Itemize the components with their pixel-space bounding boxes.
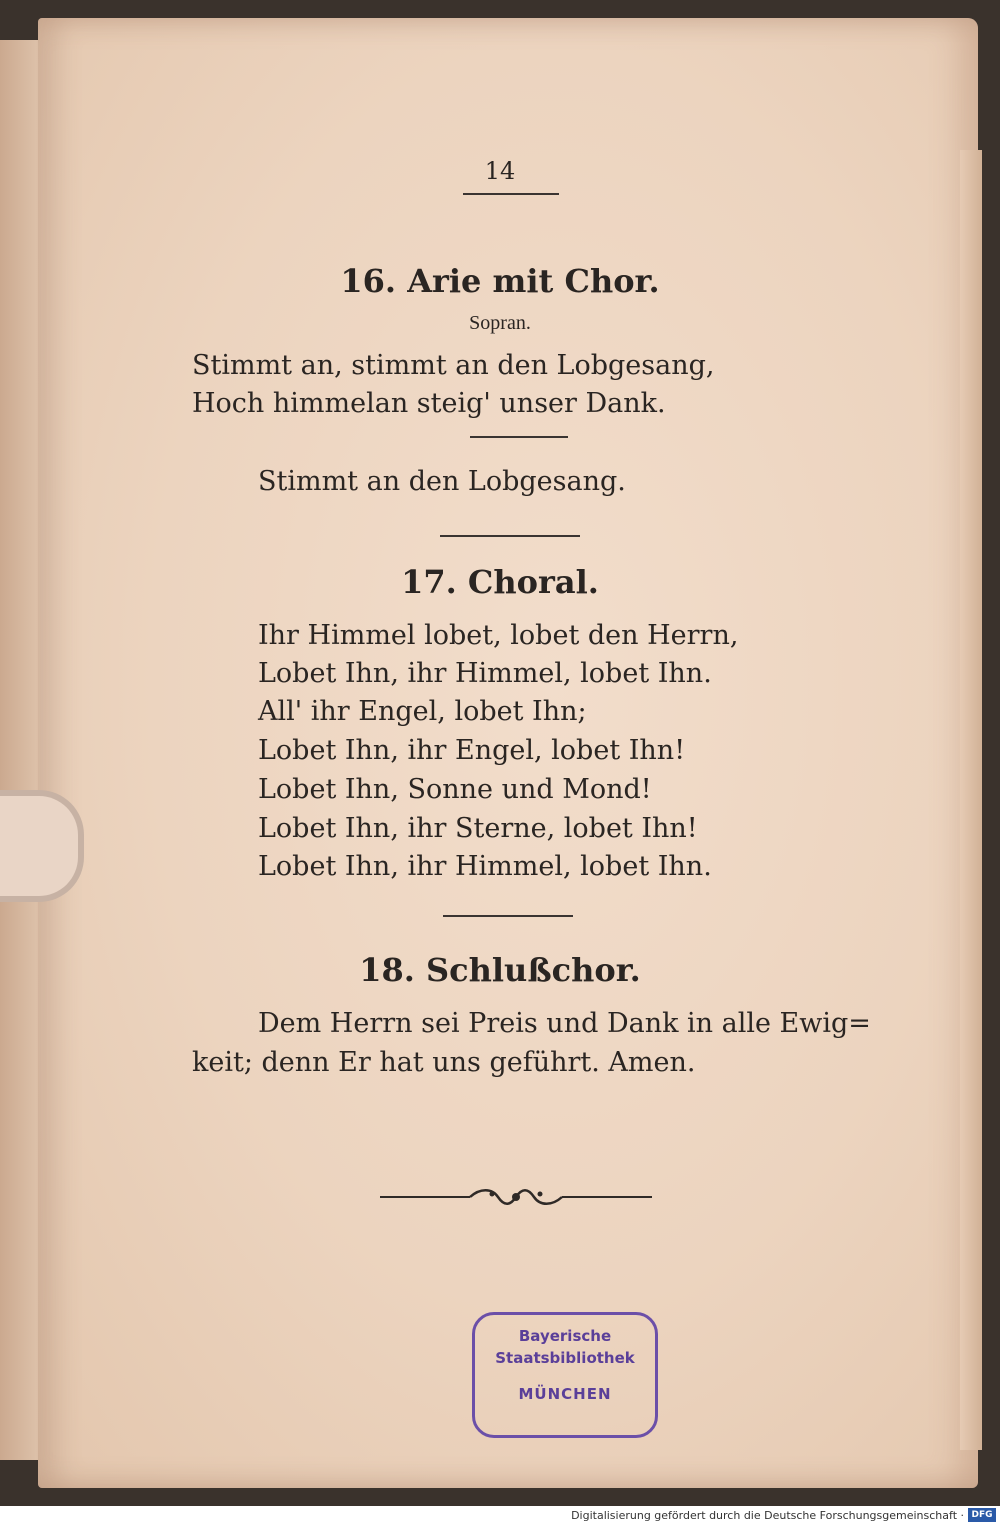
- heading-16: 16. Arie mit Chor.: [340, 262, 660, 300]
- stamp-line-3: MÜNCHEN: [518, 1385, 612, 1403]
- library-stamp: [472, 1312, 658, 1438]
- verse-17-line-2: Lobet Ihn, ihr Himmel, lobet Ihn.: [258, 658, 712, 689]
- voice-label: Sopran.: [469, 312, 531, 334]
- verse-16-line-1: Stimmt an, stimmt an den Lobgesang,: [192, 350, 715, 381]
- bookmark-tab: [0, 790, 84, 902]
- dfg-logo: DFG: [968, 1508, 996, 1522]
- section-divider: [470, 436, 568, 438]
- stamp-line-2: Staatsbibliothek: [495, 1349, 635, 1367]
- stamp-line-1: Bayerische: [518, 1327, 612, 1345]
- heading-17: 17. Choral.: [401, 563, 599, 601]
- verse-18-line-1: Dem Herrn sei Preis und Dank in alle Ewig=: [258, 1008, 871, 1039]
- page-right-edge: [960, 150, 982, 1450]
- verse-17-line-4: Lobet Ihn, ihr Engel, lobet Ihn!: [258, 735, 686, 766]
- section-divider: [443, 915, 573, 917]
- verse-16-refrain: Stimmt an den Lobgesang.: [258, 466, 626, 497]
- footer-credit: Digitalisierung gefördert durch die Deutsche Forschungsgemeinschaft ·: [571, 1509, 964, 1522]
- verse-17-line-7: Lobet Ihn, ihr Himmel, lobet Ihn.: [258, 851, 712, 882]
- verse-17-line-6: Lobet Ihn, ihr Sterne, lobet Ihn!: [258, 813, 698, 844]
- verse-18-line-2: keit; denn Er hat uns geführt. Amen.: [192, 1047, 696, 1078]
- page-number: 14: [484, 157, 516, 185]
- heading-18: 18. Schlußchor.: [359, 951, 641, 989]
- verse-17-line-1: Ihr Himmel lobet, lobet den Herrn,: [258, 620, 739, 651]
- verse-16-line-2: Hoch himmelan steig' unser Dank.: [192, 388, 666, 419]
- verse-17-line-3: All' ihr Engel, lobet Ihn;: [258, 696, 587, 727]
- page-number-rule: [463, 193, 559, 195]
- ornament-divider: [380, 1184, 652, 1210]
- verse-17-line-5: Lobet Ihn, Sonne und Mond!: [258, 774, 652, 805]
- section-divider: [440, 535, 580, 537]
